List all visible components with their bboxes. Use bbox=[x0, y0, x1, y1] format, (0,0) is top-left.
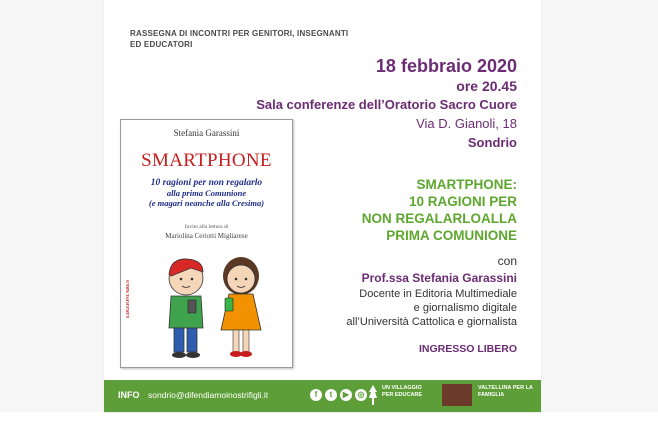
book-author: Stefania Garassini bbox=[173, 128, 240, 138]
book-title: SMARTPHONE bbox=[141, 150, 272, 171]
footer-bar bbox=[104, 380, 541, 412]
instagram-icon[interactable]: ◎ bbox=[355, 389, 367, 401]
valtellina-badge-text: VALTELLINA PER LA FAMIGLIA bbox=[478, 385, 533, 398]
book-subtitle-line: (e magari neanche alla Cresima) bbox=[148, 198, 265, 208]
event-city: Sondrio bbox=[467, 135, 517, 150]
contact-email-link[interactable]: sondrio@difendiamoinostrifigli.it bbox=[148, 390, 269, 400]
speaker-role-line: all’Università Cattolica e giornalista bbox=[346, 316, 517, 328]
boy-figure bbox=[169, 259, 203, 358]
left-margin-band bbox=[0, 0, 104, 412]
talk-title-line: 10 RAGIONI PER bbox=[408, 194, 517, 209]
speaker-role-line: e giornalismo digitale bbox=[413, 302, 517, 314]
event-street: Via D. Gianoli, 18 bbox=[416, 116, 517, 131]
talk-title-line: NON REGALARLOALLA bbox=[361, 211, 517, 226]
info-label: INFO bbox=[118, 390, 140, 400]
talk-title-line: SMARTPHONE: bbox=[416, 177, 517, 192]
talk-title-line: PRIMA COMUNIONE bbox=[386, 228, 517, 243]
book-invito: Invito alla lettura di bbox=[184, 224, 229, 230]
book-subtitle-line: alla prima Comunione bbox=[166, 188, 247, 198]
free-entry-label: INGRESSO LIBERO bbox=[418, 343, 517, 355]
talk-title bbox=[362, 176, 517, 244]
event-venue: Sala conferenze dell’Oratorio Sacro Cuore bbox=[256, 97, 517, 112]
with-label: con bbox=[497, 254, 517, 268]
event-time: ore 20.45 bbox=[456, 78, 517, 94]
event-flyer bbox=[104, 0, 541, 412]
series-heading: RASSEGNA DI INCONTRI PER GENITORI, INSEGNANTI ED EDUCATORI bbox=[130, 29, 349, 49]
facebook-icon[interactable]: f bbox=[310, 389, 322, 401]
book-subtitle bbox=[131, 178, 282, 208]
book-publisher: EDIZIONI ARES bbox=[126, 280, 131, 318]
speaker-role bbox=[346, 287, 517, 329]
twitter-icon[interactable]: t bbox=[325, 389, 337, 401]
book-subtitle-line: 10 ragioni per non regalarlo bbox=[150, 178, 263, 188]
book-cover bbox=[120, 119, 293, 368]
speaker-name: Prof.ssa Stefania Garassini bbox=[361, 271, 517, 285]
book-preface-author: Mariolina Ceriotti Migliarese bbox=[165, 232, 248, 240]
speaker-role-line: Docente in Editoria Multimediale bbox=[359, 288, 517, 300]
village-logo-icon bbox=[368, 384, 378, 406]
children-illustration bbox=[141, 248, 286, 363]
girl-figure bbox=[221, 257, 261, 357]
event-date: 18 febbraio 2020 bbox=[375, 56, 517, 76]
village-badge-text: UN VILLAGGIO PER EDUCARE bbox=[382, 385, 423, 398]
valtellina-logo-icon bbox=[442, 384, 472, 406]
youtube-icon[interactable]: ▶ bbox=[340, 389, 352, 401]
right-margin-band bbox=[541, 0, 658, 412]
